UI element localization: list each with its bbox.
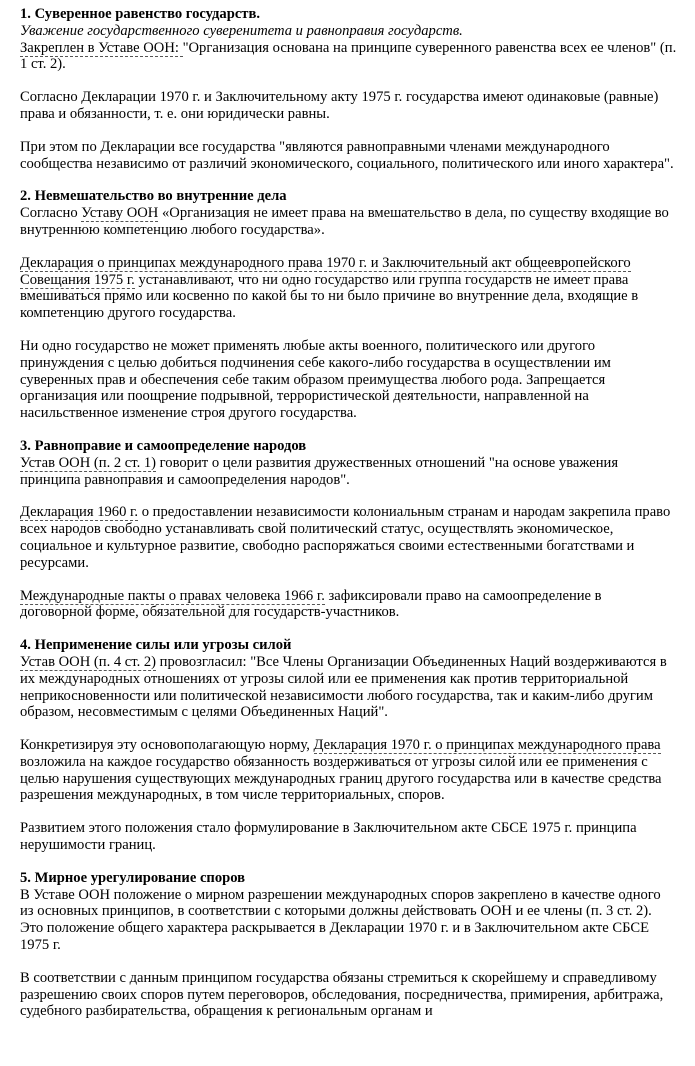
- reference-link[interactable]: Уставу ООН: [81, 205, 159, 222]
- paragraph-text: Развитием этого положения стало формулирование в Заключительном акте СБСЕ 1975 г. принципа нерушимости границ.: [20, 820, 637, 854]
- paragraph: [20, 139, 677, 173]
- reference-link[interactable]: Международные пакты о правах человека 1966 г.: [20, 587, 325, 604]
- section-heading: 3. Равноправие и самоопределение народов: [20, 437, 307, 454]
- paragraph: [20, 89, 677, 123]
- reference-link[interactable]: Декларация 1960 г.: [20, 504, 139, 521]
- paragraph-text: зафиксировали право на самоопределение в договорной форме, обязательной для государств-участников.: [20, 587, 602, 621]
- paragraph: [20, 970, 677, 1020]
- section-1: [20, 6, 677, 172]
- section-heading: 1. Суверенное равенство государств.: [20, 6, 261, 22]
- section-subtitle: Уважение государственного суверенитета и равноправия государств.: [20, 22, 463, 39]
- paragraph: [20, 338, 677, 422]
- section-heading: 4. Неприменение силы или угрозы силой: [20, 637, 292, 654]
- paragraph: [20, 255, 677, 322]
- paragraph-text: Согласно Декларации 1970 г. и Заключительному акту 1975 г. государства имеют одинаковые (равные) права и обязанности, т. е. они юридически равны.: [20, 89, 659, 122]
- paragraph-text: Согласно: [20, 205, 82, 222]
- reference-link[interactable]: Декларация 1970 г. о принципах международного права: [313, 737, 661, 754]
- paragraph-text: В Уставе ООН положение о мирном разрешении международных споров закреплено в качестве одного из основных принципов, в соответствии с которыми должны действовать ООН и ее члены (п. 3 ст. 2). Это положение общего характера раскрывается в Декларации 1970 г. и в Заключительном акте СБСЕ 1975 г.: [20, 886, 661, 954]
- paragraph: [20, 504, 677, 571]
- section-heading: 2. Невмешательство во внутренние дела: [20, 188, 287, 205]
- paragraph-text: Конкретизируя эту основополагающую норму,: [20, 737, 314, 754]
- paragraph-text: устанавливают, что ни одно государство или группа государств не имеет права вмешиваться прямо или косвенно по какой бы то ни было причине во внутренние дела, входящие в компетенцию другого государства.: [20, 271, 639, 322]
- paragraph: [20, 588, 677, 622]
- section-5: [20, 870, 677, 1020]
- paragraph-text: возложила на каждое государство обязанность воздерживаться от угрозы силой или ее применения с целью нарушения существующих международных границ другого государства или в качестве средства разрешения международных, в том числе территориальных, споров.: [20, 753, 662, 804]
- paragraph-text: Ни одно государство не может применять любые акты военного, политического или другого принуждения с целью добиться подчинения себе какого-либо государства в осуществлении им суверенных прав и обеспечения себе таким образом преимущества любого рода. Запрещается организация или поощрение подрывной, террористической деятельности, направленной на насильственное изменение строя другого государства.: [20, 337, 611, 422]
- reference-link[interactable]: Закреплен в Уставе ООН:: [20, 39, 183, 56]
- paragraph-text: о предоставлении независимости колониальным странам и народам закрепила право всех народов свободно устанавливать свой политический статус, осуществлять экономическое, социальное и культурное развитие, свободно распоряжаться своими естественными богатствами и ресурсами.: [20, 504, 671, 571]
- reference-link[interactable]: Декларация о принципах международного права 1970 г. и Заключительный акт общеевропейского Совещания 1975 г.: [20, 254, 631, 288]
- paragraph-text: "Организация основана на принципе суверенного равенства всех ее членов" (п. 1 ст. 2).: [20, 39, 677, 73]
- paragraph: [20, 820, 677, 854]
- section-2: [20, 188, 677, 422]
- section-3: [20, 438, 677, 621]
- paragraph-text: провозгласил: "Все Члены Организации Объединенных Наций воздерживаются в их международных отношениях от угрозы силой или ее применения как против территориальной неприкосновенности или политической независимости любого государства, так и каким-либо другим образом, несовместимым с целями Объединенных Наций".: [20, 653, 667, 721]
- paragraph: [20, 40, 677, 74]
- section-heading: 5. Мирное урегулирование споров: [20, 869, 246, 886]
- reference-link[interactable]: Устав ООН (п. 2 ст. 1): [20, 454, 157, 471]
- paragraph: [20, 455, 677, 489]
- paragraph-text: говорит о цели развития дружественных отношений "на основе уважения принципа равноправия и самоопределения народов".: [20, 454, 619, 488]
- section-4: [20, 637, 677, 854]
- reference-link[interactable]: Устав ООН (п. 4 ст. 2): [20, 653, 157, 670]
- paragraph-text: В соответствии с данным принципом государства обязаны стремиться к скорейшему и справедливому разрешению своих споров путем переговоров, обследования, посредничества, примирения, арбитража, судебного разбирательства, обращения к региональным органам и: [20, 969, 664, 1020]
- paragraph-text: «Организация не имеет права на вмешательство в дела, по существу входящие во внутреннюю компетенцию любого государства».: [20, 205, 669, 238]
- paragraph-text: При этом по Декларации все государства "являются равноправными членами международного сообщества независимо от различий экономического, социального, политического или иного характера".: [20, 138, 674, 172]
- paragraph: [20, 887, 677, 954]
- paragraph: [20, 737, 677, 804]
- paragraph: [20, 654, 677, 721]
- paragraph: [20, 205, 677, 239]
